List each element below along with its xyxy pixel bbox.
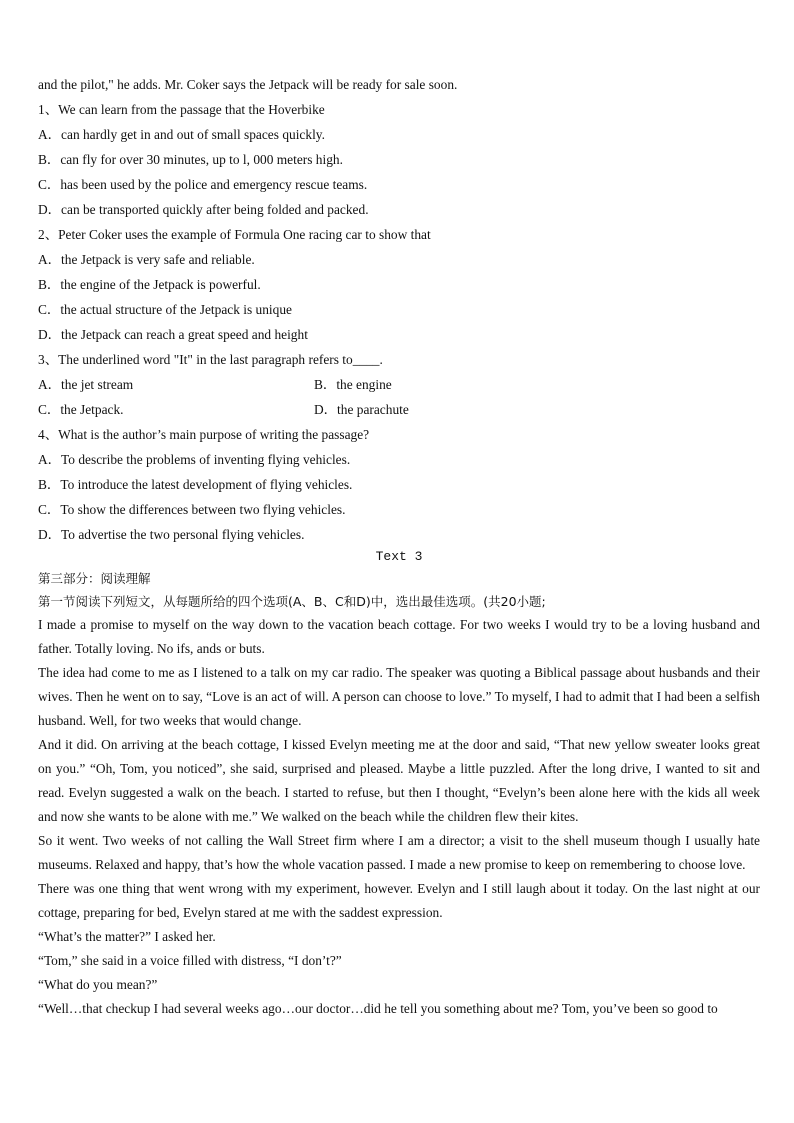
dialogue-line: “Tom,” she said in a voice filled with distress, “I don’t?”	[38, 953, 342, 968]
dialogue-line: “What do you mean?”	[38, 977, 158, 992]
option-c: C．To show the differences between two flying vehicles.	[38, 502, 346, 517]
option-c: C．the actual structure of the Jetpack is unique	[38, 302, 292, 317]
option-d: D．the parachute	[314, 402, 409, 417]
option-a: A．To describe the problems of inventing flying vehicles.	[38, 452, 351, 467]
text-heading: Text 3	[375, 549, 423, 564]
option-row-ab	[38, 372, 760, 397]
paragraph: And it did. On arriving at the beach cottage, I kissed Evelyn meeting me at the door and said, “That new yellow sweater looks great on you.” “Oh, Tom, you noticed”, she said, surprised and pleased. Maybe a little puzzled. After the long drive, I wanted to sit and read. Evelyn suggested a walk on the beach. I started to refuse, but then I thought, “Evelyn’s been alone here with the kids all week and now she wants to be alone with me.” We walked on the beach while the children flew their kites.	[38, 737, 760, 824]
question-stem: 2、Peter Coker uses the example of Formula One racing car to show that	[38, 227, 431, 242]
option-b: B．the engine of the Jetpack is powerful.	[38, 277, 261, 292]
question-1	[38, 97, 760, 222]
paragraph: I made a promise to myself on the way down to the vacation beach cottage. For two weeks I would try to be a loving husband and father. Totally loving. No ifs, ands or buts.	[38, 617, 760, 656]
option-d: D．To advertise the two personal flying vehicles.	[38, 527, 305, 542]
document-page	[38, 72, 760, 1021]
option-a: A．the jet stream	[38, 377, 134, 392]
question-stem: 1、We can learn from the passage that the Hoverbike	[38, 102, 325, 117]
option-c: C．the Jetpack.	[38, 402, 124, 417]
question-stem: 4、What is the author’s main purpose of writing the passage?	[38, 427, 370, 442]
dialogue-line: “Well…that checkup I had several weeks ago…our doctor…did he tell you something about me? Tom, you’ve been so good to	[38, 1001, 718, 1016]
passage-continuation: and the pilot," he adds. Mr. Coker says the Jetpack will be ready for sale soon.	[38, 77, 458, 92]
option-b: B．To introduce the latest development of flying vehicles.	[38, 477, 353, 492]
option-row-cd	[38, 397, 760, 422]
question-2	[38, 222, 760, 347]
paragraph: There was one thing that went wrong with my experiment, however. Evelyn and I still laugh about it today. On the last night at our cottage, preparing for bed, Evelyn stared at me with the saddest expression.	[38, 881, 760, 920]
option-b: B．can fly for over 30 minutes, up to l, 000 meters high.	[38, 152, 343, 167]
section-title: 第三部分：阅读理解	[38, 571, 151, 586]
option-a: A．the Jetpack is very safe and reliable.	[38, 252, 255, 267]
paragraph: So it went. Two weeks of not calling the Wall Street firm where I am a director; a visit to the shell museum though I usually hate museums. Relaxed and happy, that’s how the whole vacation passed. I made a new promise to keep on remembering to choose love.	[38, 833, 760, 872]
dialogue-line: “What’s the matter?” I asked her.	[38, 929, 216, 944]
option-d: D．the Jetpack can reach a great speed and height	[38, 327, 308, 342]
question-3	[38, 347, 760, 422]
paragraph: The idea had come to me as I listened to a talk on my car radio. The speaker was quoting a Biblical passage about husbands and their wives. Then he went on to say, “Love is an act of will. A person can choose to love.” To myself, I had to admit that I had been a selfish husband. Well, for two weeks that would change.	[38, 665, 760, 728]
section-instruction: 第一节阅读下列短文，从每题所给的四个选项(A、B、C和D)中，选出最佳选项。(共20小题;	[38, 594, 546, 609]
option-c: C．has been used by the police and emergency rescue teams.	[38, 177, 368, 192]
question-4	[38, 422, 760, 547]
option-a: A．can hardly get in and out of small spaces quickly.	[38, 127, 325, 142]
option-d: D．can be transported quickly after being folded and packed.	[38, 202, 369, 217]
option-b: B．the engine	[314, 377, 392, 392]
question-stem: 3、The underlined word "It" in the last paragraph refers to____.	[38, 352, 383, 367]
